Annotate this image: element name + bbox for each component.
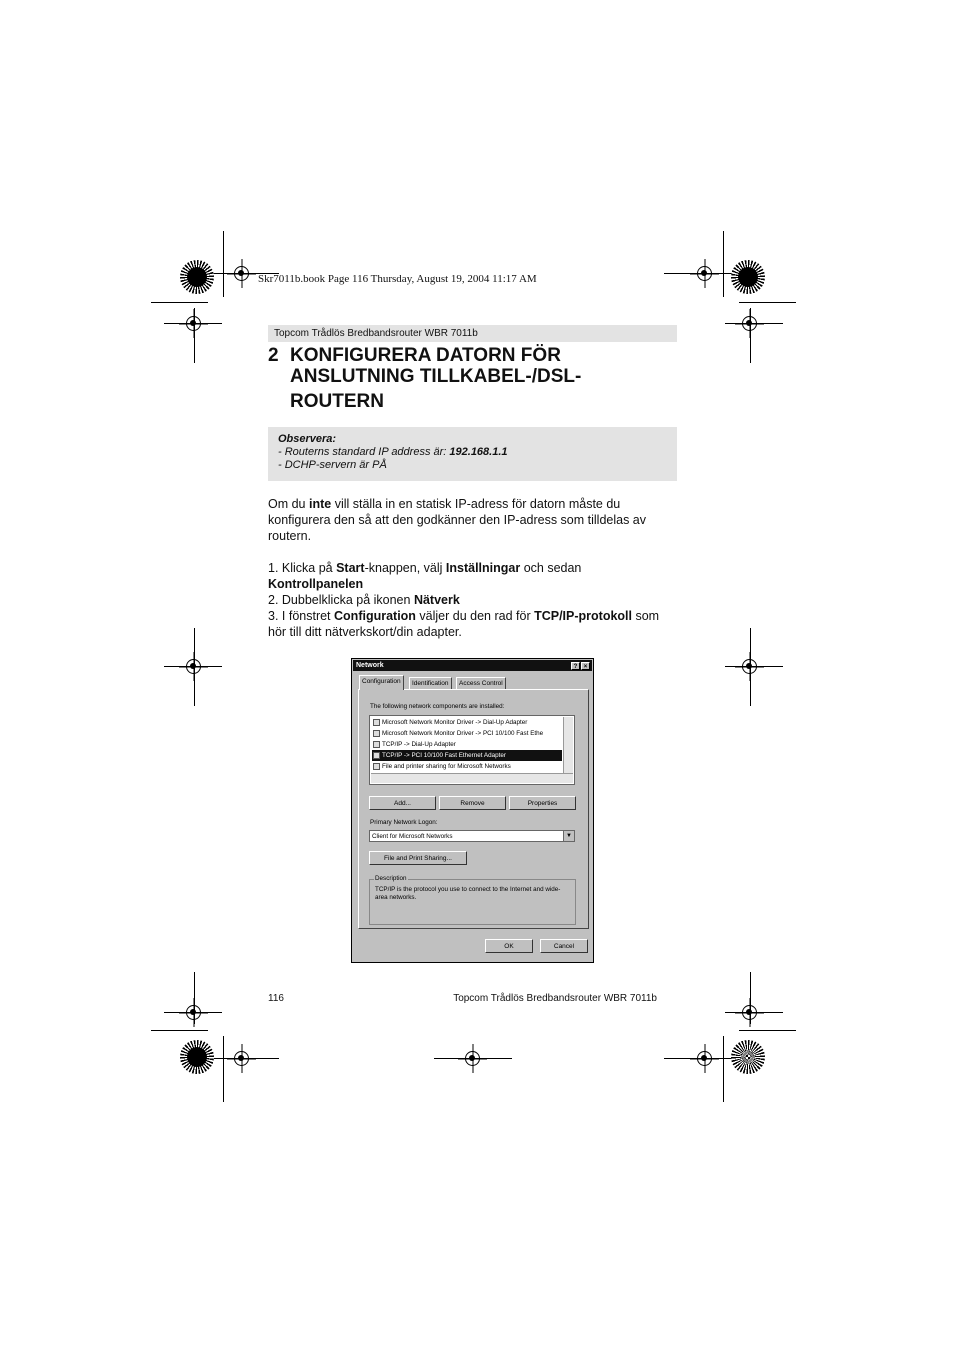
print-slug: Skr7011b.book Page 116 Thursday, August 19, 2004 11:17 AM: [258, 273, 537, 285]
chevron-down-icon[interactable]: ▼: [563, 831, 574, 841]
description-group: [369, 875, 576, 925]
list-item[interactable]: TCP/IP -> Dial-Up Adapter: [372, 739, 562, 750]
description-text: TCP/IP is the protocol you use to connect to the Internet and wide-area networks.: [375, 886, 561, 901]
running-header: Topcom Trådlös Bredbandsrouter WBR 7011b: [268, 325, 677, 342]
primary-logon-label: Primary Network Logon:: [370, 819, 438, 826]
registration-mark-icon: [742, 659, 757, 674]
color-target-icon: [731, 1040, 765, 1074]
dialog-title: Network: [356, 662, 384, 669]
color-target-icon: [731, 260, 765, 294]
components-label: The following network components are installed:: [370, 703, 505, 710]
title-line-3: ROUTERN: [290, 391, 384, 412]
steps-list: [268, 560, 683, 640]
registration-mark-icon: [697, 1051, 712, 1066]
note-line-1: - Routerns standard IP address är: 192.168.1.1: [278, 446, 508, 458]
network-component-icon: [373, 719, 380, 726]
step-1: 1. Klicka på Start-knappen, välj Inställningar och sedan: [268, 561, 582, 575]
step-3-cont: hör till ditt nätverkskort/din adapter.: [268, 625, 462, 639]
title-line-1: KONFIGURERA DATORN FÖR: [290, 345, 561, 366]
add-button[interactable]: Add...: [369, 796, 436, 810]
registration-mark-icon: [234, 266, 249, 281]
dialog-titlebar: [353, 660, 592, 671]
step-2: 2. Dubbelklicka på ikonen Nätverk: [268, 593, 460, 607]
sharing-icon: [373, 763, 380, 770]
footer-title: Topcom Trådlös Bredbandsrouter WBR 7011b: [453, 993, 657, 1004]
list-item[interactable]: File and printer sharing for Microsoft Networks: [372, 761, 562, 772]
properties-button[interactable]: Properties: [509, 796, 576, 810]
remove-button[interactable]: Remove: [439, 796, 506, 810]
components-list[interactable]: [369, 715, 575, 785]
primary-logon-select[interactable]: Client for Microsoft Networks ▼: [369, 830, 575, 842]
network-component-icon: [373, 730, 380, 737]
registration-mark-icon: [465, 1051, 480, 1066]
registration-mark-icon: [742, 316, 757, 331]
registration-mark-icon: [186, 1005, 201, 1020]
close-button[interactable]: ×: [581, 662, 590, 670]
registration-mark-icon: [234, 1051, 249, 1066]
step-3: 3. I fönstret Configuration väljer du den rad för TCP/IP-protokoll som: [268, 609, 660, 623]
note-box: [268, 427, 677, 481]
tab-access-control[interactable]: Access Control: [456, 677, 506, 689]
help-button[interactable]: ?: [571, 662, 580, 670]
tab-configuration[interactable]: Configuration: [359, 675, 404, 690]
registration-mark-icon: [742, 1005, 757, 1020]
list-item[interactable]: Microsoft Network Monitor Driver -> Dial-Up Adapter: [372, 717, 562, 728]
title-line-2: ANSLUTNING TILLKABEL-/DSL-: [290, 366, 582, 387]
registration-mark-icon: [186, 316, 201, 331]
network-component-icon: [373, 741, 380, 748]
color-target-icon: [180, 1040, 214, 1074]
section-number: 2: [268, 345, 279, 366]
tab-identification[interactable]: Identification: [409, 677, 452, 689]
horizontal-scrollbar[interactable]: [371, 773, 573, 783]
note-line-2: - DCHP-servern är PÅ: [278, 459, 387, 471]
file-print-sharing-button[interactable]: File and Print Sharing...: [369, 851, 467, 865]
list-item[interactable]: Microsoft Network Monitor Driver -> PCI 10/100 Fast Ethe: [372, 728, 562, 739]
registration-mark-icon: [186, 659, 201, 674]
network-component-icon: [373, 752, 380, 759]
page-number: 116: [268, 993, 284, 1004]
step-1-cont: Kontrollpanelen: [268, 577, 364, 591]
intro-paragraph: Om du inte vill ställa in en statisk IP-adress för datorn måste du konfigurera den så att den godkänner den IP-adress som tilldelas av routern.: [268, 497, 647, 543]
list-item-selected[interactable]: TCP/IP -> PCI 10/100 Fast Ethernet Adapter: [372, 750, 562, 761]
network-dialog: [351, 658, 594, 963]
note-title: Observera:: [278, 433, 337, 445]
ok-button[interactable]: OK: [485, 939, 533, 953]
vertical-scrollbar[interactable]: [563, 717, 573, 773]
cancel-button[interactable]: Cancel: [540, 939, 588, 953]
color-target-icon: [180, 260, 214, 294]
registration-mark-icon: [697, 266, 712, 281]
description-label: Description: [375, 875, 407, 882]
